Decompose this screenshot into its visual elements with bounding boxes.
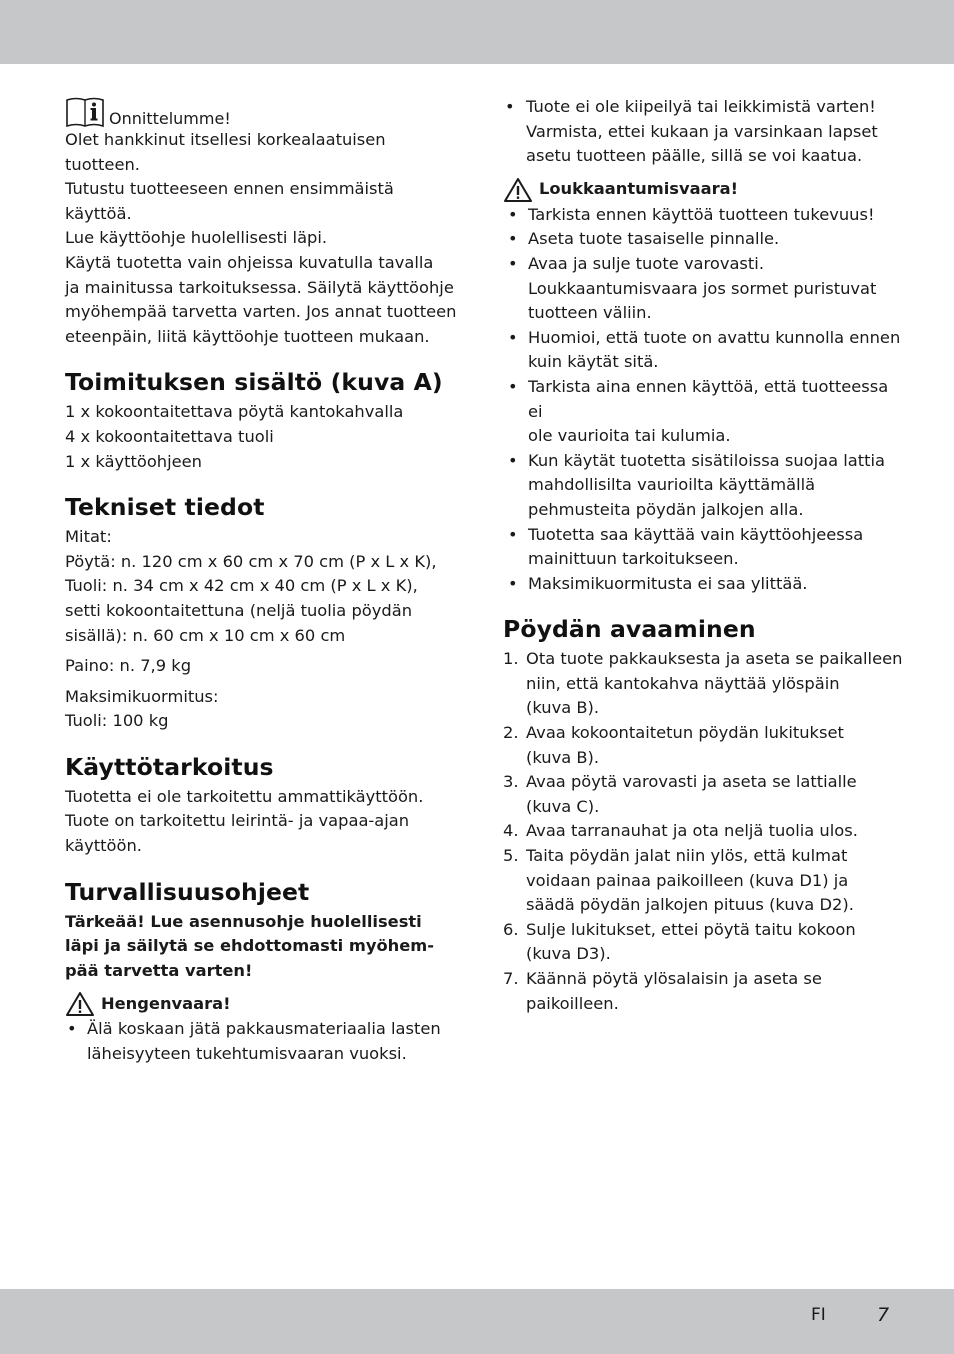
step-line: (kuva B).	[526, 698, 600, 718]
step-line: (kuva C).	[526, 796, 600, 816]
list-item-line: Kun käytät tuotetta sisätiloissa suojaa lattia	[528, 450, 886, 470]
bullet-icon: •	[508, 450, 518, 470]
specs-load	[65, 685, 460, 734]
intro-line: Käytä tuotetta vain ohjeissa kuvatulla tavalla	[65, 252, 434, 272]
list-item	[506, 375, 903, 449]
usage-heading: Käyttötarkoitus	[65, 752, 274, 781]
safety-important	[65, 910, 460, 984]
intro-line: Tutustu tuotteeseen ennen ensimmäistä käyttöä.	[65, 179, 394, 223]
step-line: Ota tuote pakkauksesta ja aseta se paikalleen	[526, 649, 903, 669]
step-number: 7.	[503, 969, 519, 988]
step-line: Sulje lukitukset, ettei pöytä taitu kokoon	[526, 919, 856, 939]
danger-list	[65, 1017, 460, 1066]
specs-line: Tuoli: 100 kg	[65, 711, 169, 731]
specs-heading: Tekniset tiedot	[65, 493, 265, 522]
list-item	[65, 1017, 460, 1066]
specs-line: Pöytä: n. 120 cm x 60 cm x 70 cm (P x L x K),	[65, 551, 437, 571]
specs-line: setti kokoontaitettuna (neljä tuolia pöydän	[65, 600, 413, 620]
step-line: (kuva D3).	[526, 944, 611, 964]
intro-title: Onnittelumme!	[109, 109, 231, 128]
specs-line: Maksimikuormitus:	[65, 686, 219, 706]
important-line: pää tarvetta varten!	[65, 960, 253, 980]
step-line: (kuva B).	[526, 747, 600, 767]
list-item-line: pehmusteita pöydän jalkojen alla.	[528, 499, 804, 519]
bullet-icon: •	[508, 524, 518, 544]
delivery-list	[65, 400, 460, 474]
list-item-line: Tuotetta saa käyttää vain käyttöohjeessa	[528, 524, 864, 544]
list-item	[506, 449, 903, 523]
step-line: voidaan painaa paikoilleen (kuva D1) ja	[526, 870, 849, 890]
step-item	[503, 844, 903, 918]
list-item-line: Tarkista ennen käyttöä tuotteen tukevuus!	[528, 204, 875, 224]
step-number: 3.	[503, 772, 519, 792]
delivery-heading: Toimituksen sisältö (kuva A)	[65, 368, 443, 397]
list-item	[506, 572, 903, 597]
danger-label: Hengenvaara!	[101, 994, 231, 1014]
intro-line: Lue käyttöohje huolellisesti läpi.	[65, 228, 328, 248]
step-line: Käännä pöytä ylösalaisin ja aseta se	[526, 969, 822, 988]
list-item	[506, 252, 903, 326]
specs-line: Tuoli: n. 34 cm x 42 cm x 40 cm (P x L x K),	[65, 576, 418, 596]
list-item-line: mahdollisilta vaurioilta käyttämällä	[528, 475, 816, 495]
step-item	[503, 918, 903, 967]
intro-text	[65, 128, 460, 349]
injury-list	[506, 203, 903, 597]
bullet-icon: •	[508, 229, 518, 249]
list-item-line: Varmista, ettei kukaan ja varsinkaan lapset	[526, 121, 878, 141]
injury-label: Loukkaantumisvaara!	[539, 179, 739, 199]
list-item-line: läheisyyteen tukehtumisvaaran vuoksi.	[87, 1044, 407, 1064]
intro-line: myöhempää tarvetta varten. Jos annat tuotteen	[65, 302, 457, 322]
step-number: 6.	[503, 919, 519, 939]
step-item	[503, 770, 903, 819]
footer-language: FI	[811, 1305, 826, 1325]
delivery-item: 1 x kokoontaitettava pöytä kantokahvalla	[65, 402, 404, 422]
delivery-item: 1 x käyttöohjeen	[65, 451, 202, 471]
step-item	[503, 721, 903, 770]
safety-heading: Turvallisuusohjeet	[65, 877, 310, 906]
step-number: 5.	[503, 846, 519, 866]
step-line: Avaa pöytä varovasti ja aseta se lattialle	[526, 772, 857, 792]
step-line: Avaa kokoontaitetun pöydän lukitukset	[526, 723, 844, 743]
header-band	[0, 0, 954, 64]
bullet-icon: •	[508, 573, 518, 593]
specs-dimensions	[65, 525, 460, 648]
list-item	[506, 523, 903, 572]
list-item-line: Tarkista aina ennen käyttöä, että tuotteessa ei	[528, 376, 889, 421]
injury-header	[503, 177, 903, 203]
list-item	[506, 326, 903, 375]
bullet-icon: •	[508, 376, 518, 396]
opening-heading: Pöydän avaaminen	[503, 615, 756, 644]
important-line: Tärkeää! Lue asennusohje huolellisesti	[65, 911, 422, 931]
step-line: paikoilleen.	[526, 993, 619, 1013]
danger-header	[65, 991, 460, 1017]
intro-line: eteenpäin, liitä käyttöohje tuotteen mukaan.	[65, 326, 430, 346]
bullet-icon: •	[508, 253, 518, 273]
opening-steps	[503, 647, 903, 1016]
list-item-line: Avaa ja sulje tuote varovasti.	[528, 253, 764, 273]
warning-triangle-icon	[65, 991, 95, 1017]
list-item-line: mainittuun tarkoitukseen.	[528, 549, 739, 569]
step-line: Avaa tarranauhat ja ota neljä tuolia ulos.	[526, 821, 858, 841]
bullet-icon: •	[505, 97, 515, 116]
usage-line: käyttöön.	[65, 836, 142, 856]
specs-line: Mitat:	[65, 527, 112, 547]
list-item-line: Aseta tuote tasaiselle pinnalle.	[528, 229, 780, 249]
usage-line: Tuotetta ei ole tarkoitettu ammattikäyttöön.	[65, 786, 424, 806]
list-item-line: Älä koskaan jätä pakkausmateriaalia lasten	[87, 1019, 441, 1039]
page-number: 7	[877, 1304, 890, 1326]
step-number: 2.	[503, 723, 519, 743]
step-number: 4.	[503, 821, 519, 841]
step-item	[503, 967, 903, 1016]
list-item-line: Maksimikuormitusta ei saa ylittää.	[528, 573, 808, 593]
list-item	[503, 95, 903, 169]
important-line: läpi ja säilytä se ehdottomasti myöhem-	[65, 936, 435, 956]
bullet-icon: •	[508, 327, 518, 347]
step-item	[503, 647, 903, 721]
usage-line: Tuote on tarkoitettu leirintä- ja vapaa-ajan	[65, 811, 410, 831]
step-number: 1.	[503, 649, 519, 669]
warning-triangle-icon	[503, 177, 533, 203]
list-item	[506, 203, 903, 228]
intro-line: ja mainitussa tarkoituksessa. Säilytä käyttöohje	[65, 277, 454, 297]
left-column	[65, 92, 460, 1067]
specs-line: sisällä): n. 60 cm x 10 cm x 60 cm	[65, 625, 346, 645]
bullet-icon: •	[67, 1019, 77, 1039]
list-item-line: asetu tuotteen päälle, sillä se voi kaatua.	[526, 146, 863, 166]
usage-text	[65, 785, 460, 859]
list-item-line: Huomioi, että tuote on avattu kunnolla ennen	[528, 327, 901, 347]
list-item-line: kuin käytät sitä.	[528, 352, 659, 372]
delivery-item: 4 x kokoontaitettava tuoli	[65, 426, 274, 446]
intro-header	[65, 92, 460, 128]
step-line: niin, että kantokahva näyttää ylöspäin	[526, 673, 840, 693]
step-line: säädä pöydän jalkojen pituus (kuva D2).	[526, 895, 854, 915]
info-manual-icon	[65, 96, 105, 128]
step-item	[503, 819, 903, 844]
continued-list	[503, 95, 903, 169]
list-item-line: Loukkaantumisvaara jos sormet puristuvat	[528, 278, 877, 298]
list-item-line: ole vaurioita tai kulumia.	[528, 426, 731, 446]
specs-weight: Paino: n. 7,9 kg	[65, 656, 192, 676]
right-column	[503, 95, 903, 1016]
list-item-line: Tuote ei ole kiipeilyä tai leikkimistä varten!	[526, 97, 876, 116]
bullet-icon: •	[508, 204, 518, 224]
step-line: Taita pöydän jalat niin ylös, että kulmat	[526, 846, 848, 866]
intro-line: Olet hankkinut itsellesi korkealaatuisen tuotteen.	[65, 130, 386, 174]
list-item	[506, 227, 903, 252]
list-item-line: tuotteen väliin.	[528, 303, 652, 323]
